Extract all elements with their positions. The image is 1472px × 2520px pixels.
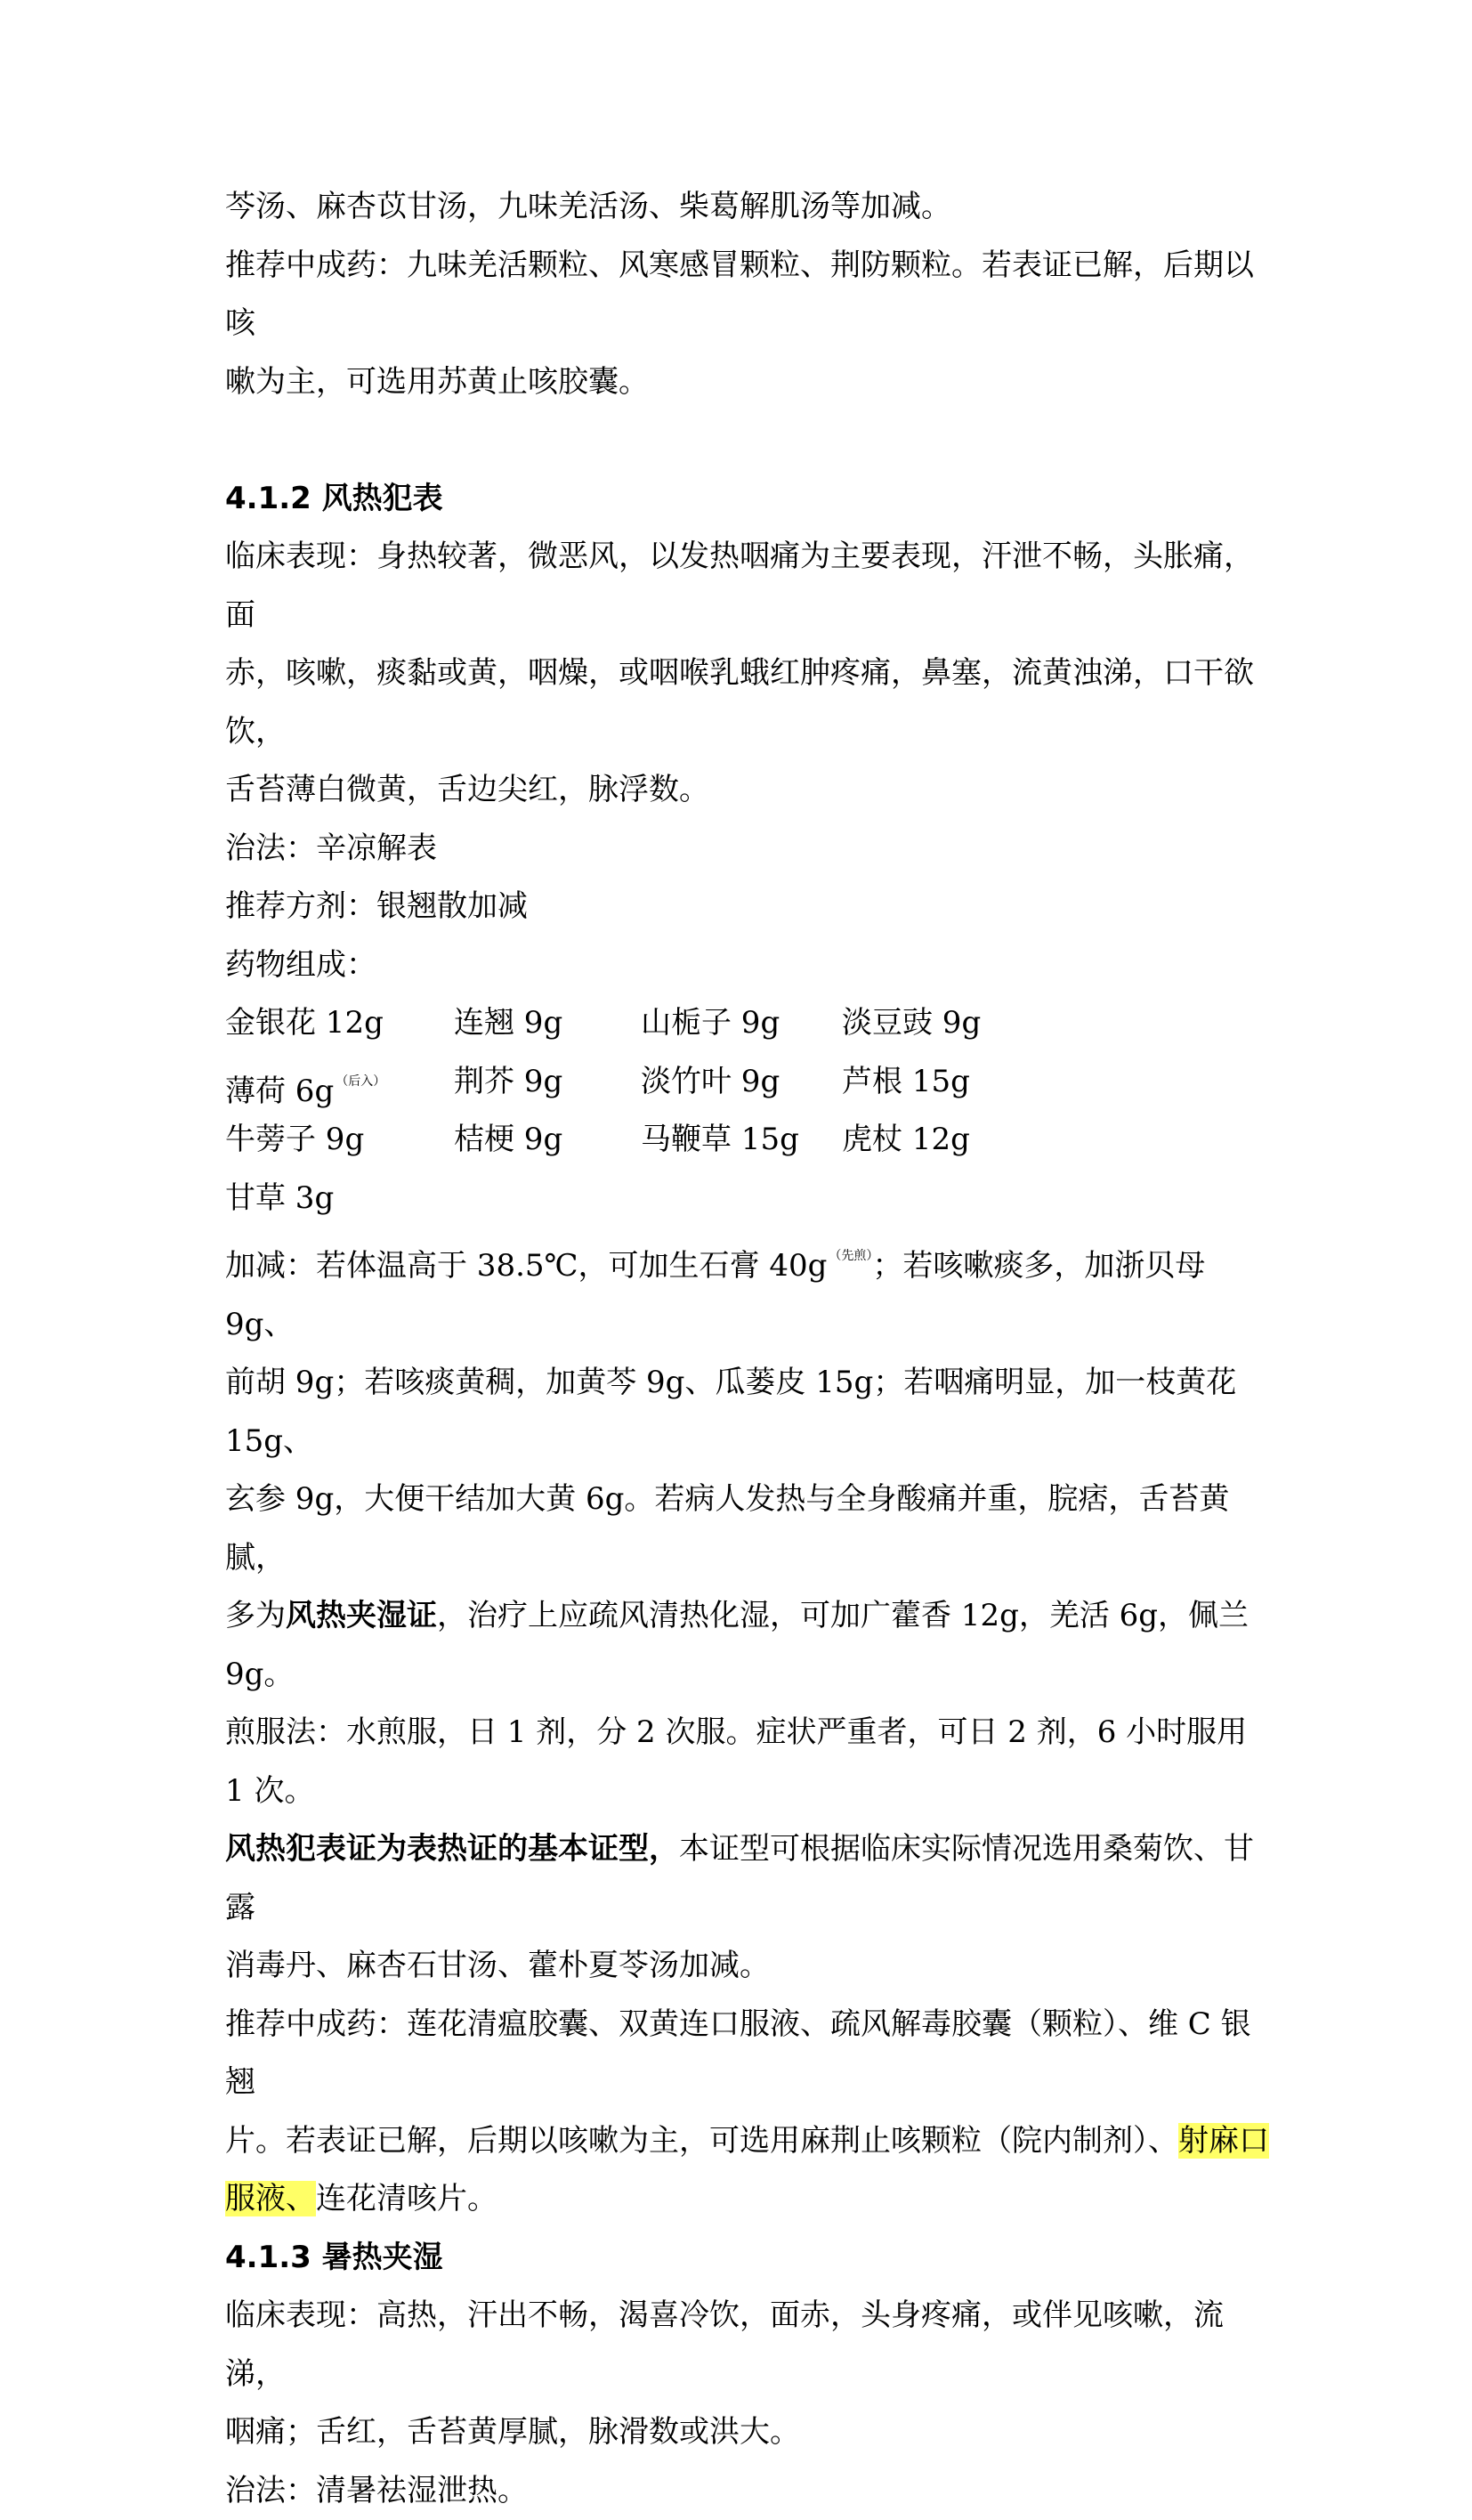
herb-item: 虎杖 12g xyxy=(842,1111,1073,1170)
patent-medicine-line: 嗽为主，可选用苏黄止咳胶囊。 xyxy=(225,353,1275,412)
modification-text: 多为 xyxy=(225,1598,286,1633)
modification-text: 加减：若体温高于 38.5℃，可加生石膏 40g xyxy=(225,1248,827,1284)
patent-medicine-line: 推荐中成药：九味羌活颗粒、风寒感冒颗粒、荆防颗粒。若表证已解，后期以咳 xyxy=(225,237,1275,353)
herb-note: （后入） xyxy=(336,1074,385,1089)
bold-term: 风热犯表证为表热证的基本证型， xyxy=(225,1831,679,1867)
herb-item: 马鞭草 15g xyxy=(641,1111,842,1170)
formula-line: 芩汤、麻杏苡甘汤，九味羌活汤、柴葛解肌汤等加减。 xyxy=(225,178,1275,237)
clinical-manifestation-line: 赤，咳嗽，痰黏或黄，咽燥，或咽喉乳蛾红肿疼痛，鼻塞，流黄浊涕，口干欲饮， xyxy=(225,644,1275,761)
modification-text: ，治疗上应疏风清热化湿，可加广藿香 12g，羌活 6g，佩兰 9g。 xyxy=(225,1598,1249,1692)
patent-medicine-line xyxy=(225,2112,1275,2171)
patent-medicine-line xyxy=(225,2170,1275,2229)
bold-term: 风热夹湿证 xyxy=(286,1598,437,1633)
highlighted-text: 服液、 xyxy=(225,2181,316,2216)
clinical-manifestation-line: 临床表现：身热较著，微恶风，以发热咽痛为主要表现，汗泄不畅，头胀痛，面 xyxy=(225,528,1275,644)
patent-medicine-text: 片。若表证已解，后期以咳嗽为主，可选用麻荆止咳颗粒（院内制剂）、 xyxy=(225,2123,1178,2159)
herb-item: 山栀子 9g xyxy=(641,994,842,1053)
herb-item: 淡豆豉 9g xyxy=(842,994,1073,1053)
herb-row xyxy=(225,1111,1275,1170)
herb-note: （先煎） xyxy=(829,1249,872,1263)
modification-line xyxy=(225,1587,1275,1704)
blank-line xyxy=(225,411,1275,470)
clinical-manifestation-line: 临床表现：高热，汗出不畅，渴喜冷饮，面赤，头身疼痛，或伴见咳嗽，流涕， xyxy=(225,2287,1275,2403)
treatment-method: 治法：清暑祛湿泄热。 xyxy=(225,2462,1275,2520)
basic-syndrome-line: 消毒丹、麻杏石甘汤、藿朴夏苓汤加减。 xyxy=(225,1937,1275,1996)
basic-syndrome-text: 本证型可根据临床实际情况选用桑菊饮、甘露 xyxy=(225,1831,1254,1925)
document-page xyxy=(225,178,1275,2520)
section-heading: 4.1.3 暑热夹湿 xyxy=(225,2229,1275,2288)
highlighted-text: 射麻口 xyxy=(1178,2123,1269,2159)
clinical-manifestation-line: 咽痛；舌红，舌苔黄厚腻，脉滑数或洪大。 xyxy=(225,2403,1275,2462)
patent-medicine-line: 推荐中成药：莲花清瘟胶囊、双黄连口服液、疏风解毒胶囊（颗粒）、维 C 银翘 xyxy=(225,1996,1275,2112)
herb-item: 桔梗 9g xyxy=(454,1111,641,1170)
herb-row xyxy=(225,1170,1275,1228)
herb-row xyxy=(225,1053,1275,1112)
recommended-formula: 推荐方剂：银翘散加减 xyxy=(225,878,1275,936)
treatment-method: 治法：辛凉解表 xyxy=(225,820,1275,879)
decoction-method: 煎服法：水煎服，日 1 剂，分 2 次服。症状严重者，可日 2 剂，6 小时服用 1 次。 xyxy=(225,1704,1275,1820)
herb-row xyxy=(225,994,1275,1053)
composition-label: 药物组成： xyxy=(225,936,1275,995)
modification-line: 玄参 9g，大便干结加大黄 6g。若病人发热与全身酸痛并重，脘痞，舌苔黄腻， xyxy=(225,1471,1275,1587)
modification-line: 前胡 9g；若咳痰黄稠，加黄芩 9g、瓜蒌皮 15g；若咽痛明显，加一枝黄花 15g、 xyxy=(225,1354,1275,1471)
herb-item: 芦根 15g xyxy=(842,1053,1073,1112)
herb-item: 连翘 9g xyxy=(454,994,641,1053)
herb-item: 甘草 3g xyxy=(225,1170,454,1228)
modification-text: ；若咳嗽痰多，加浙贝母 9g、 xyxy=(225,1248,1205,1342)
herb-item: 荆芥 9g xyxy=(454,1053,641,1112)
herb-item xyxy=(225,1053,454,1112)
section-heading: 4.1.2 风热犯表 xyxy=(225,470,1275,529)
clinical-manifestation-line: 舌苔薄白微黄，舌边尖红，脉浮数。 xyxy=(225,761,1275,820)
patent-medicine-text: 连花清咳片。 xyxy=(316,2181,497,2216)
modification-line xyxy=(225,1228,1275,1354)
herb-item: 淡竹叶 9g xyxy=(641,1053,842,1112)
herb-item: 金银花 12g xyxy=(225,994,454,1053)
herb-name: 薄荷 6g xyxy=(225,1074,334,1109)
herb-item: 牛蒡子 9g xyxy=(225,1111,454,1170)
basic-syndrome-line xyxy=(225,1820,1275,1937)
